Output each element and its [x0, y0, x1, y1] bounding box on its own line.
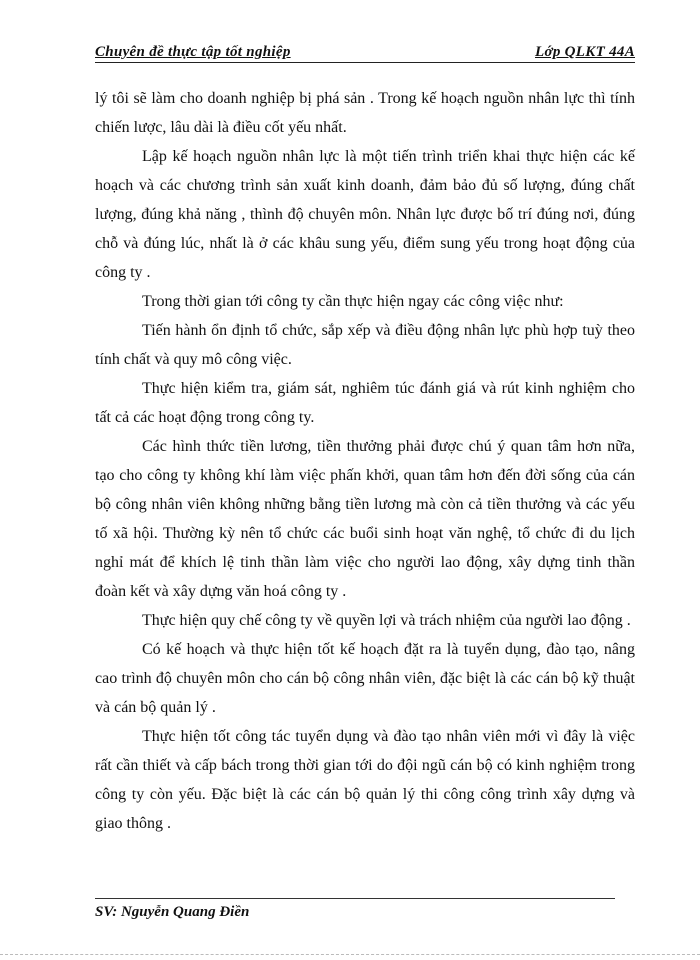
- header-title: Chuyên đề thực tập tốt nghiệp: [95, 44, 291, 60]
- footer-author: SV: Nguyễn Quang Điền: [95, 904, 250, 920]
- paragraph-8: Có kế hoạch và thực hiện tốt kế hoạch đặt ra là tuyển dụng, đào tạo, nâng cao trình độ chuyên môn cho cán bộ công nhân viên, đặc biệt là các cán bộ kỹ thuật và cán bộ quản lý .: [95, 641, 635, 716]
- paragraph-7: Thực hiện quy chế công ty về quyền lợi và trách nhiệm của người lao động .: [142, 612, 631, 629]
- footer-rule: [95, 898, 615, 899]
- paragraph-2: Lập kế hoạch nguồn nhân lực là một tiến trình triển khai thực hiện các kế hoạch và các chương trình sản xuất kinh doanh, đảm bảo đủ số lượng, đúng chất lượng, đúng khả năng , thình độ chuyên môn. Nhân lực được bố trí đúng nơi, đúng chỗ và đúng lúc, nhất là ở các khâu sung yếu, điểm sung yếu trong hoạt động của công ty .: [95, 148, 635, 281]
- paragraph-3: Trong thời gian tới công ty cần thực hiện ngay các công việc như:: [142, 293, 564, 310]
- header-class: Lớp QLKT 44A: [535, 44, 635, 60]
- header-rule: [95, 62, 635, 63]
- paragraph-6: Các hình thức tiền lương, tiền thưởng phải được chú ý quan tâm hơn nữa, tạo cho công ty không khí làm việc phấn khởi, quan tâm hơn đến đời sống của cán bộ công nhân viên không những bằng tiền lương mà còn cả tiền thưởng và các yếu tố xã hội. Thường kỳ nên tổ chức các buổi sinh hoạt văn nghệ, tổ chức đi du lịch nghỉ mát để khích lệ tinh thần làm việc cho người lao động, xây dựng tinh thần đoàn kết và xây dựng văn hoá công ty .: [95, 438, 635, 600]
- paragraph-5: Thực hiện kiểm tra, giám sát, nghiêm túc đánh giá và rút kinh nghiệm cho tất cả các hoạt động trong công ty.: [95, 380, 635, 426]
- document-body: [95, 84, 635, 838]
- page-header: [95, 44, 635, 66]
- paragraph-1: lý tôi sẽ làm cho doanh nghiệp bị phá sản . Trong kế hoạch nguồn nhân lực thì tính chiến lược, lâu dài là điều cốt yếu nhất.: [95, 90, 635, 136]
- paragraph-4: Tiến hành ổn định tổ chức, sắp xếp và điều động nhân lực phù hợp tuỳ theo tính chất và quy mô công việc.: [95, 322, 635, 368]
- page-edge-divider: [0, 954, 700, 955]
- paragraph-9: Thực hiện tốt công tác tuyển dụng và đào tạo nhân viên mới vì đây là việc rất cần thiết và cấp bách trong thời gian tới do đội ngũ cán bộ có kinh nghiệm trong công ty còn yếu. Đặc biệt là các cán bộ quản lý thi công công trình xây dựng và giao thông .: [95, 728, 635, 832]
